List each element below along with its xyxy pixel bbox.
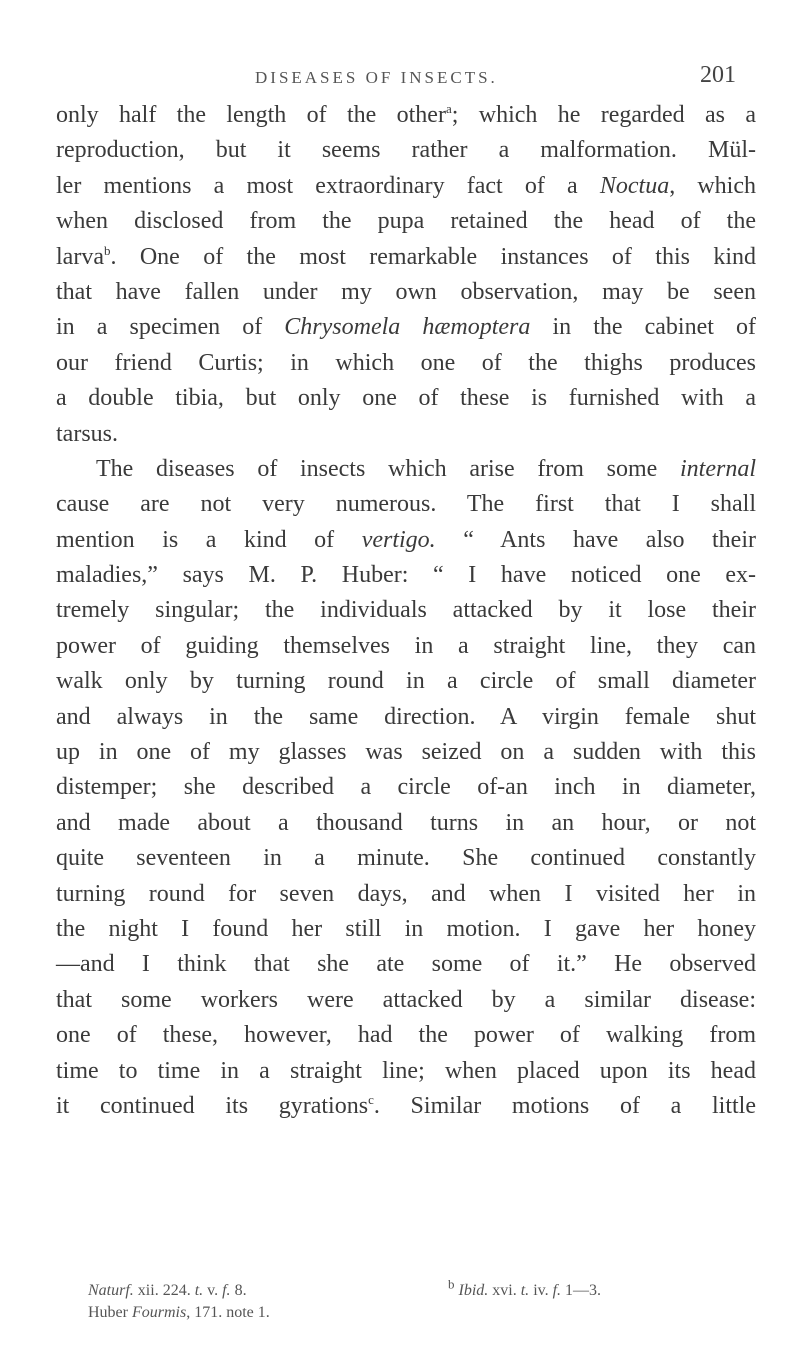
text-line: time to time in a straight line; when placed upon its head: [56, 1057, 756, 1084]
text-line: distemper; she described a circle of-an inch in diameter,: [56, 774, 756, 801]
text-line: larva$^b$. One of the most remarkable instances of this kind: [56, 242, 756, 270]
text-line: that some workers were attacked by a similar disease:: [56, 986, 756, 1013]
text-line: only half the length of the other$^a$; which he regarded as a: [56, 101, 756, 128]
text-line: it continued its gyrations$^c$. Similar motions of a little: [56, 1091, 756, 1119]
text-line: reproduction, but it seems rather a malformation. Mül-: [56, 137, 756, 164]
text-line: and always in the same direction. A virgin female shut: [56, 703, 756, 730]
text-line: power of guiding themselves in a straight line, they can: [56, 632, 756, 659]
text-line: turning round for seven days, and when I visited her in: [56, 880, 756, 907]
text-line: The diseases of insects which arise from some internal: [96, 455, 756, 482]
footnote-marker-b[interactable]: b: [103, 242, 111, 258]
footnote-row: [88, 1302, 758, 1324]
text-line: ler mentions a most extraordinary fact of a Noctua, which: [56, 172, 757, 199]
text-line: tremely singular; the individuals attacked by it lose their: [56, 597, 756, 624]
text-line: cause are not very numerous. The first that I shall: [56, 491, 756, 518]
text-line: a double tibia, but only one of these is furnished with a: [56, 385, 756, 412]
page-number: 201: [700, 62, 736, 88]
text-line: maladies,” says M. P. Huber: “ I have noticed one ex-: [56, 562, 756, 589]
footnote-marker-a[interactable]: a: [445, 101, 452, 116]
text-line: walk only by turning round in a circle of small diameter: [56, 668, 756, 695]
running-head: [0, 62, 800, 92]
text-line: —and I think that she ate some of it.” He observed: [56, 951, 756, 978]
text-line: the night I found her still in motion. I gave her honey: [56, 915, 756, 942]
running-title: DISEASES OF INSECTS.: [255, 68, 498, 87]
text-line: our friend Curtis; in which one of the thighs produces: [56, 349, 756, 376]
body-text: [56, 98, 756, 1124]
footnote-row: [88, 1276, 758, 1302]
footnote-b: $^b$ Ibid. xvi. t. iv. f. 1—3.: [448, 1276, 602, 1299]
text-line: mention is a kind of vertigo. “ Ants have also their: [56, 526, 756, 553]
text-line: and made about a thousand turns in an hour, or not: [56, 809, 756, 836]
text-line: up in one of my glasses was seized on a sudden with this: [56, 739, 756, 766]
footnote-marker-c[interactable]: c: [368, 1091, 374, 1107]
italic-term: Chrysomela hæmoptera: [284, 314, 531, 341]
text-line: that have fallen under my own observation, may be seen: [56, 278, 756, 305]
footnotes: [88, 1276, 758, 1324]
italic-term: vertigo.: [361, 526, 436, 553]
text-line: tarsus.: [56, 420, 118, 447]
footnote-c: Huber Fourmis, 171. note 1.: [88, 1304, 270, 1321]
italic-term: internal: [680, 455, 756, 482]
text-line: one of these, however, had the power of walking from: [56, 1022, 756, 1049]
text-line: quite seventeen in a minute. She continued constantly: [56, 845, 756, 872]
text-line: when disclosed from the pupa retained the head of the: [56, 208, 756, 235]
text-line: in a specimen of Chrysomela hæmoptera in the cabinet of: [56, 314, 756, 341]
italic-term: Noctua: [599, 172, 670, 199]
footnote-a: Naturf. xii. 224. t. v. f. 8.: [88, 1282, 247, 1299]
